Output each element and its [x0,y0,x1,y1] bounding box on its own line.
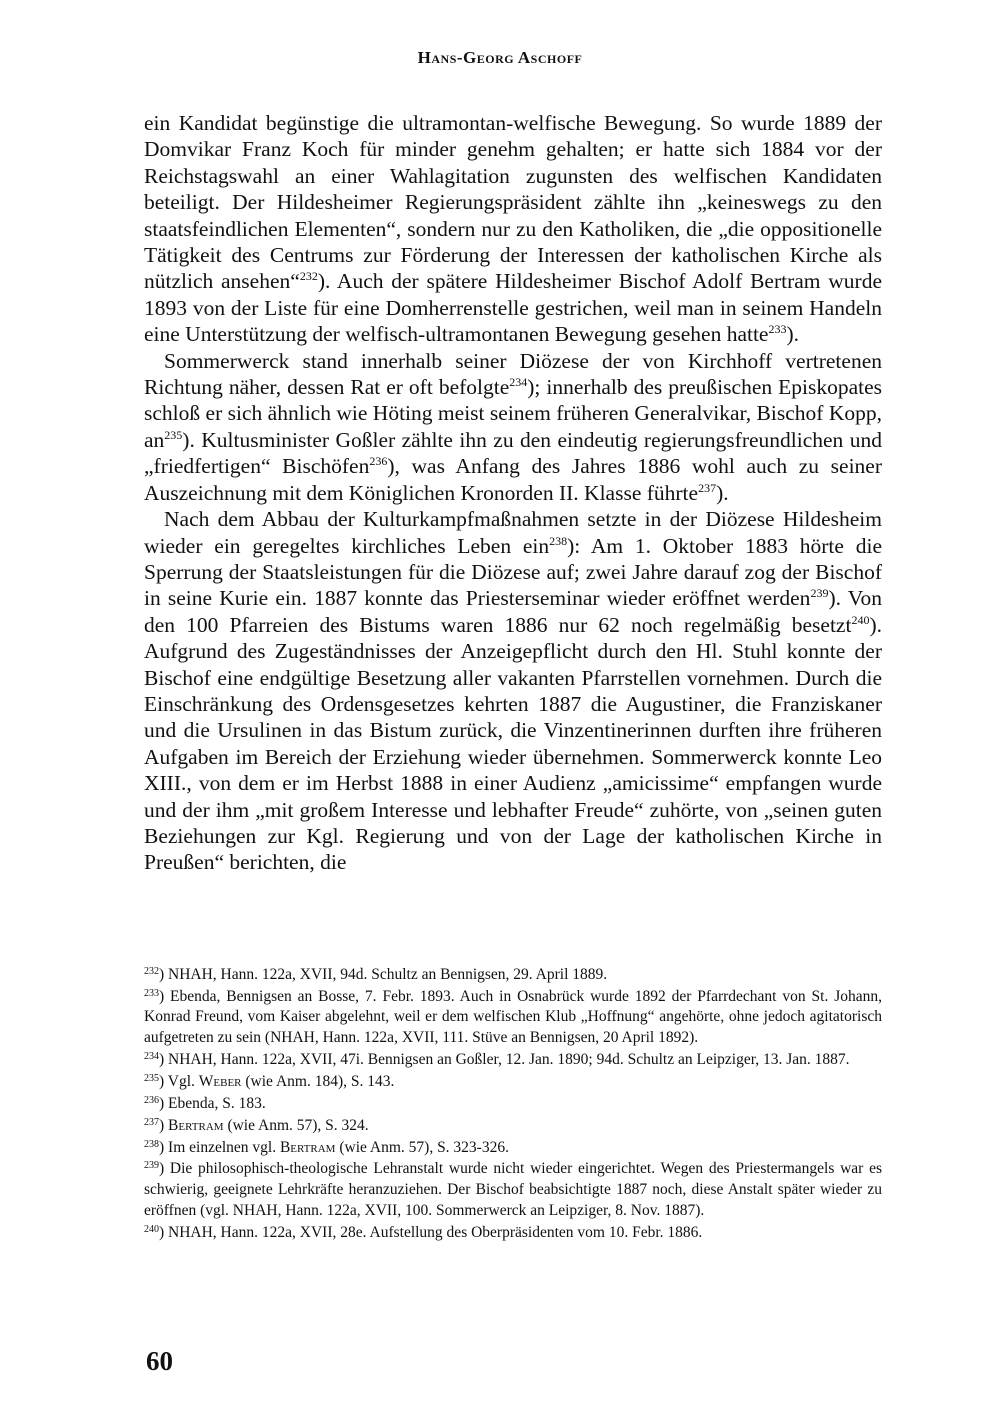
text-run: ). Kultusminister Goßler zählte ihn zu den eindeutig regierungsfreundlichen und „friedfertigen“ Bischöfen [144,427,882,479]
text-run: ) Ebenda, Bennigsen an Bosse, 7. Febr. 1893. Auch in Osnabrück wurde 1892 der Pfarrdechant von St. Johann, Konrad Freund, vom Kaiser abgelehnt, weil er dem welfischen Klub „Hoffnung“ angehörte, ohne jedoch agitatorisch aufgetreten zu sein (NHAH, Hann. 122a, XVII, 111. Stüve an Bennigsen, 20 April 1892). [144,987,882,1047]
footnote [144,965,882,986]
footnote-reference: 235 [164,427,183,442]
footnote [144,1050,882,1071]
footnote-reference: 239 [810,586,829,601]
footnote [144,987,882,1049]
footnote-reference: 236 [369,454,388,469]
footnote-number: 233 [144,987,159,999]
text-run: ) Die philosophisch-theologische Lehranstalt wurde nicht wieder eingerichtet. Wegen des Priestermangels war es schwierig, geeignete Lehrkräfte heranzuziehen. Der Bischof beabsichtigte 1887 noch, diese Anstalt später wieder zu eröffnen (vgl. NHAH, Hann. 122a, XVII, 100. Sommerwerck an Leipziger, 8. Nov. 1887). [144,1160,882,1219]
footnote [144,1223,882,1244]
text-run: ) Im einzelnen vgl. [159,1138,280,1156]
footnotes [144,965,882,1244]
text-run: ) [159,1116,169,1134]
main-text [144,110,882,876]
text-run: ). Auch der spätere Hildesheimer Bischof Adolf Bertram wurde 1893 von der Liste für eine Domherrenstelle gestrichen, weil man in seinem Handeln eine Unterstützung der welfisch-ultramontanen Bewegung gesehen hatte [144,269,882,347]
footnote-number: 234 [144,1050,159,1062]
footnote-number: 237 [144,1116,159,1128]
text-run: (wie Anm. 184), S. 143. [241,1072,395,1090]
text-run: Sommerwerck stand innerhalb seiner Diözese der von Kirchhoff vertretenen Richtung näher, dessen Rat er oft befolgte [144,348,882,400]
footnote [144,1138,882,1159]
footnote-reference: 240 [851,612,870,627]
footnote-number: 235 [144,1072,159,1084]
footnote-reference: 232 [299,269,318,284]
footnote-reference: 233 [768,322,787,337]
text-run: (wie Anm. 57), S. 324. [223,1116,369,1134]
footnote-number: 232 [144,966,159,977]
text-run: ). [786,322,800,347]
footnote-number: 238 [144,1138,159,1150]
paragraph [144,506,882,876]
author-name: Weber [198,1072,242,1090]
page-number: 60 [146,1346,173,1376]
text-run: ) Vgl. [159,1072,199,1090]
text-run: Nach dem Abbau der Kulturkampfmaßnahmen setzte in der Diözese Hildesheim wieder ein geregeltes kirchliches Leben ein [144,507,882,558]
text-run: ) NHAH, Hann. 122a, XVII, 94d. Schultz an Bennigsen, 29. April 1889. [159,966,608,983]
footnote-number: 236 [144,1094,159,1106]
footnote-reference: 238 [549,533,568,548]
text-run: ). Aufgrund des Zugeständnisses der Anzeigepflicht durch den Hl. Stuhl konnte der Bischof eine endgültige Besetzung aller vakanten Pfarrstellen vornehmen. Durch die Einschränkung des Ordensgesetzes kehrten 1887 die Augustiner, die Franziskaner und die Ursulinen in das Bistum zurück, die Vinzentinerinnen durften ihre früheren Aufgaben im Bereich der Erziehung wieder übernehmen. Sommerwerck konnte Leo XIII., von dem er im Herbst 1888 in einer Audienz „amicissime“ empfangen wurde und der ihm „mit großem Interesse und lebhafter Freude“ zuhörte, von „seinen guten Beziehungen zur Kgl. Regierung und von der Lage der katholischen Kirche in Preußen“ berichten, die [144,612,882,875]
text-run: ) NHAH, Hann. 122a, XVII, 47i. Bennigsen an Goßler, 12. Jan. 1890; 94d. Schultz an Leipziger, 13. Jan. 1887. [159,1050,850,1068]
footnote-number: 240 [144,1223,159,1235]
paragraph [144,348,882,506]
footnote-reference: 237 [698,480,717,495]
text-run: ) NHAH, Hann. 122a, XVII, 28e. Aufstellung des Oberpräsidenten vom 10. Febr. 1886. [159,1223,703,1241]
text-run: ): Am 1. Oktober 1883 hörte die Sperrung der Staatsleistungen für die Diözese auf; zwei Jahre darauf zog der Bischof in seine Kurie ein. 1887 konnte das Priesterseminar wieder eröffnet werden [144,533,882,611]
text-run: ); innerhalb des preußischen Episkopates schloß er sich ähnlich wie Höting meist seinem früheren Generalvikar, Bischof Kopp, an [144,375,883,452]
text-run: ). [716,480,729,505]
author-name: Bertram [168,1116,224,1134]
text-run: ) Ebenda, S. 183. [159,1094,266,1112]
text-run: ), was Anfang des Jahres 1886 wohl auch zu seiner Auszeichnung mit dem Königlichen Kronorden II. Klasse führte [144,454,882,505]
running-header: Hans-Georg Aschoff [417,48,583,67]
footnote-number: 239 [144,1160,159,1172]
text-run: (wie Anm. 57), S. 323-326. [335,1138,509,1156]
paragraph [144,110,882,348]
text-run: ). Von den 100 Pfarreien des Bistums waren 1886 nur 62 noch regelmäßig besetzt [144,586,882,637]
footnote [144,1094,882,1115]
footnote [144,1159,882,1221]
footnote [144,1072,882,1093]
footnote-reference: 234 [509,375,528,390]
footnote [144,1116,882,1137]
author-name: Bertram [279,1138,336,1156]
text-run: ein Kandidat begünstige die ultramontan-welfische Bewegung. So wurde 1889 der Domvikar Franz Koch für minder genehm gehalten; er hatte sich 1884 vor der Reichstagswahl an einer Wahlagitation zugunsten des welfischen Kandidaten beteiligt. Der Hildesheimer Regierungspräsident zählte ihn „keineswegs zu den staatsfeindlichen Elementen“, sondern nur zu den Katholiken, die „die oppositionelle Tätigkeit des Centrums zur Förderung der Interessen der katholischen Kirche als nützlich ansehen“ [144,111,882,294]
